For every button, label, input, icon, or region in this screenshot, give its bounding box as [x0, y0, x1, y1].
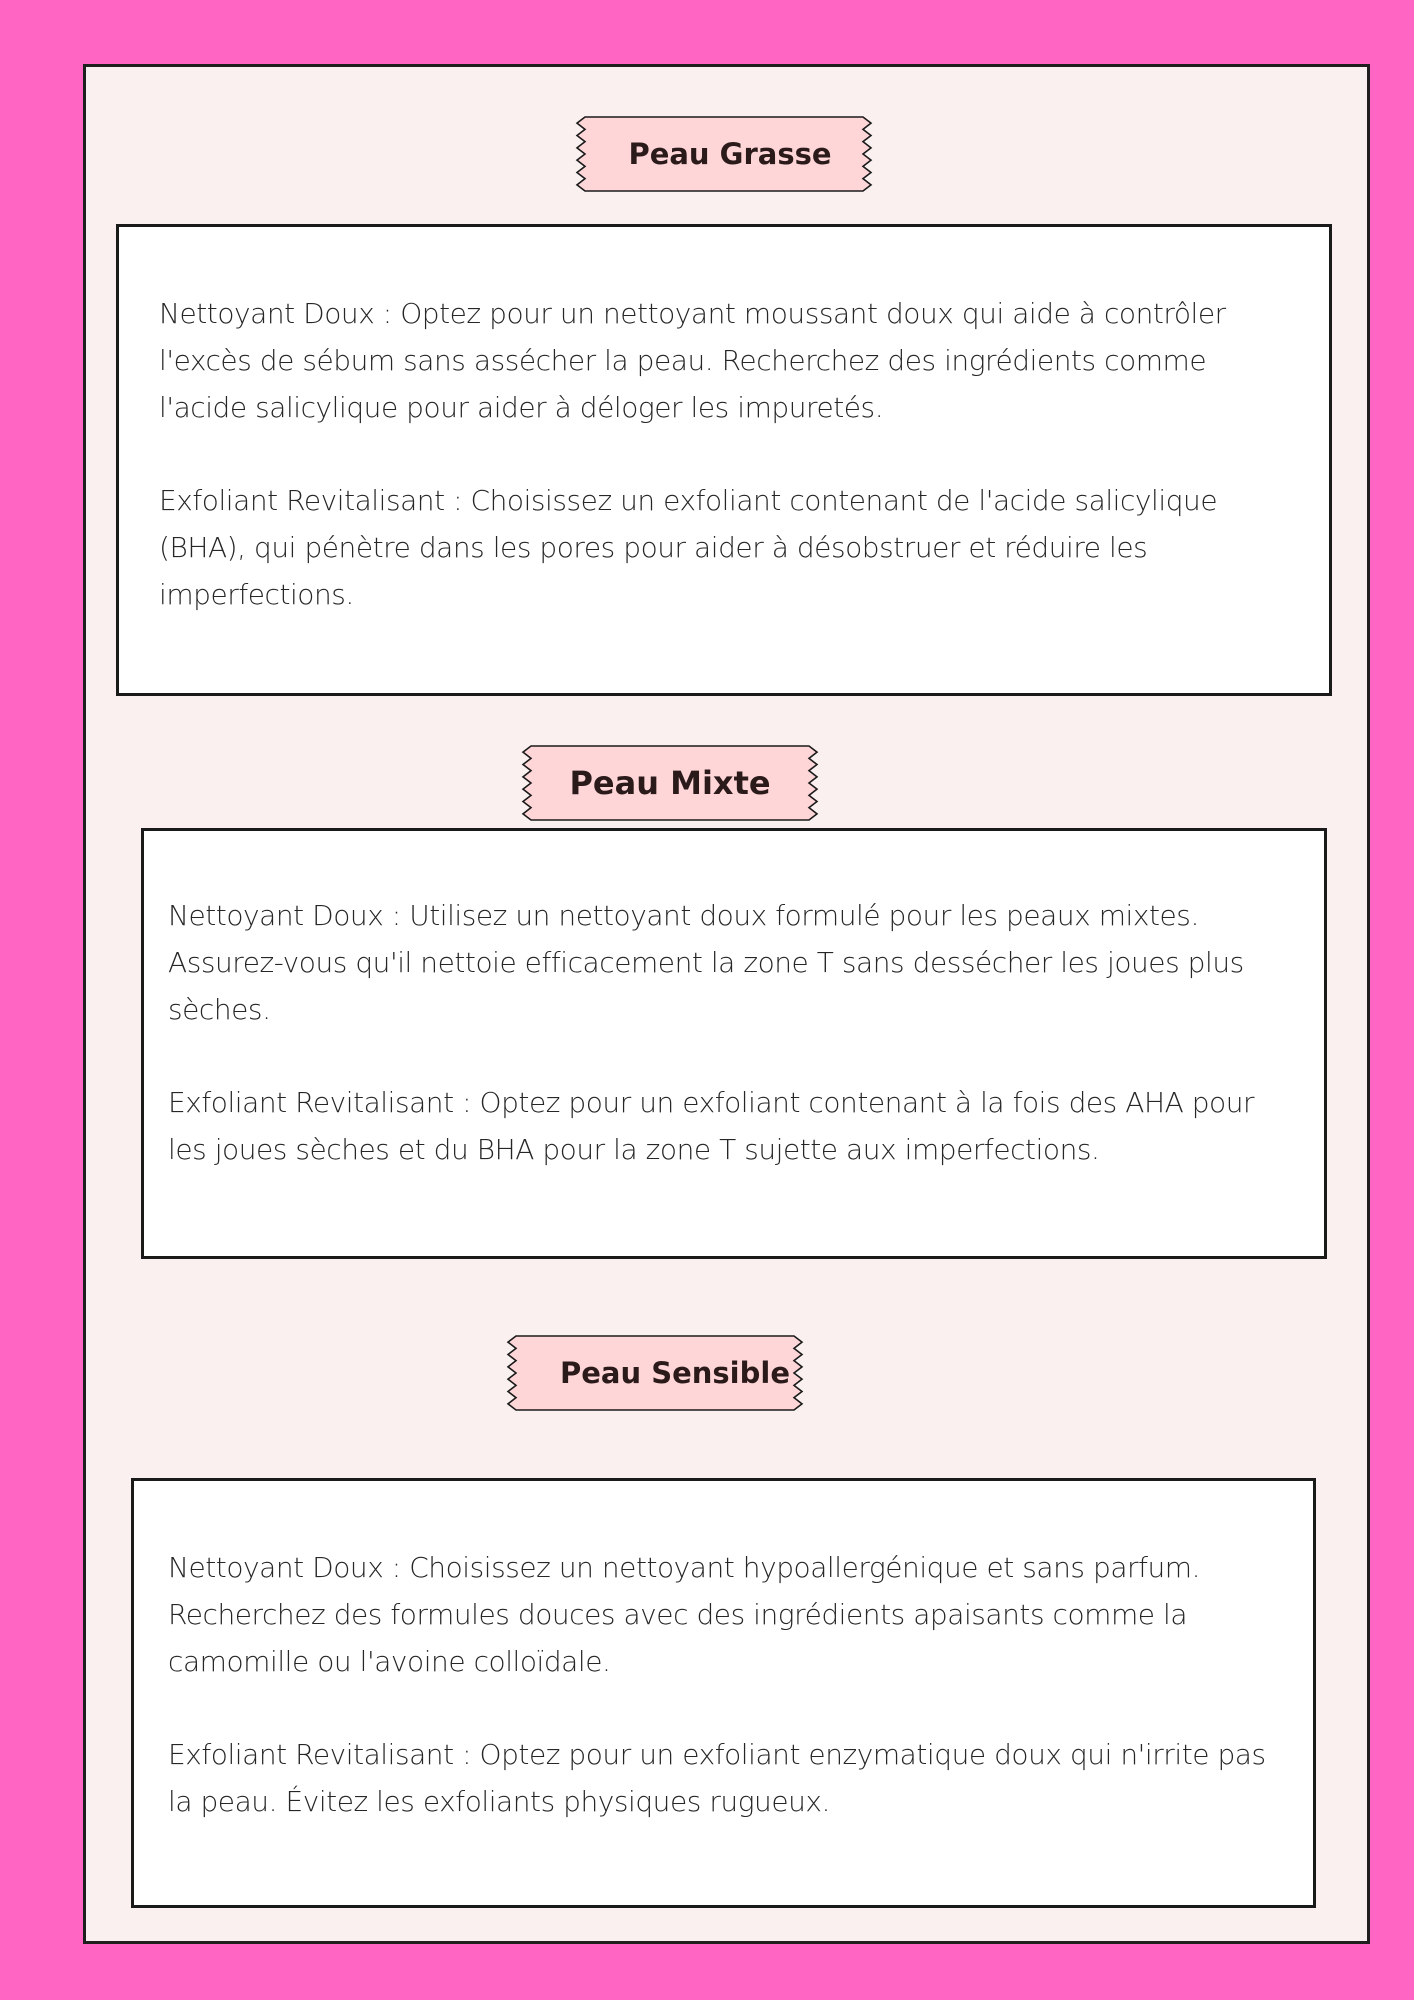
exfoliant-text: Exfoliant Revitalisant : Optez pour un exfoliant contenant à la fois des AHA pour les joues sèches et du BHA pour la zone T sujette aux imperfections.: [168, 1086, 1255, 1166]
tag-peau-sensible: [508, 1336, 802, 1410]
section-title: Peau Grasse: [628, 137, 832, 171]
cleanser-text: Nettoyant Doux : Optez pour un nettoyant moussant doux qui aide à contrôler l'excès de sébum sans assécher la peau. Recherchez des ingrédients comme l'acide salicylique pour aider à déloger les impuretés.: [159, 297, 1226, 424]
exfoliant-text: Exfoliant Revitalisant : Optez pour un exfoliant enzymatique doux qui n'irrite pas la peau. Évitez les exfoliants physiques rugueux.: [168, 1738, 1266, 1818]
tag-peau-grasse: [577, 117, 871, 191]
section-card-peau-grasse: [116, 224, 1332, 696]
section-card-peau-mixte: [141, 828, 1327, 1259]
section-title: Peau Sensible: [559, 1356, 790, 1390]
exfoliant-text: Exfoliant Revitalisant : Choisissez un exfoliant contenant de l'acide salicylique (BHA), qui pénètre dans les pores pour aider à désobstruer et réduire les imperfections.: [159, 484, 1218, 611]
section-card-peau-sensible: [131, 1478, 1316, 1908]
cleanser-text: Nettoyant Doux : Choisissez un nettoyant hypoallergénique et sans parfum. Recherchez des formules douces avec des ingrédients apaisants comme la camomille ou l'avoine colloïdale.: [168, 1551, 1201, 1678]
tag-peau-mixte: [523, 746, 817, 820]
section-title: Peau Mixte: [569, 764, 771, 802]
cleanser-text: Nettoyant Doux : Utilisez un nettoyant doux formulé pour les peaux mixtes. Assurez-vous qu'il nettoie efficacement la zone T sans dessécher les joues plus sèches.: [168, 899, 1244, 1026]
